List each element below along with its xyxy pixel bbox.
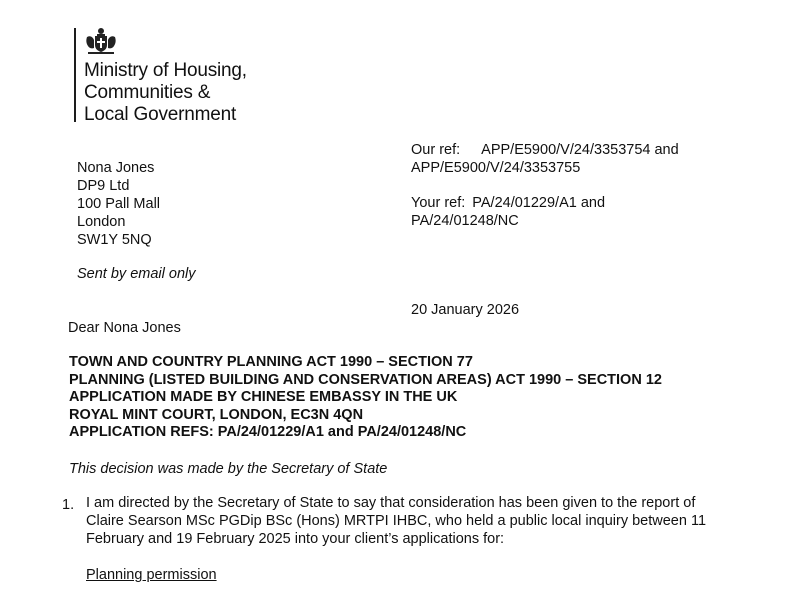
- paragraph-line: Claire Searson MSc PGDip BSc (Hons) MRTPI IHBC, who held a public local inquiry between 11: [86, 513, 707, 529]
- letter-heading: [69, 354, 662, 442]
- your-ref-label: Your ref:: [411, 195, 466, 211]
- addressee-block: [77, 159, 160, 249]
- department-line: Ministry of Housing,: [84, 60, 247, 81]
- your-ref-line-2: PA/24/01248/NC: [411, 213, 519, 229]
- heading-line: ROYAL MINT COURT, LONDON, EC3N 4QN: [69, 406, 364, 423]
- heading-line: PLANNING (LISTED BUILDING AND CONSERVATION AREAS) ACT 1990 – SECTION 12: [69, 371, 662, 388]
- royal-coat-of-arms-icon: [84, 26, 118, 56]
- addressee-company: DP9 Ltd: [77, 178, 130, 194]
- paragraph-1: [86, 494, 776, 548]
- heading-line: APPLICATION REFS: PA/24/01229/A1 and PA/24/01248/NC: [69, 424, 467, 441]
- our-ref-value: APP/E5900/V/24/3353754 and: [481, 142, 679, 158]
- our-ref-line-1: [411, 141, 679, 159]
- heading-line: TOWN AND COUNTRY PLANNING ACT 1990 – SECTION 77: [69, 354, 473, 370]
- paragraph-line: February and 19 February 2025 into your client’s applications for:: [86, 531, 505, 547]
- addressee-city: London: [77, 214, 126, 230]
- your-ref-value: PA/24/01229/A1 and: [472, 195, 606, 211]
- department-line: Local Government: [84, 104, 237, 125]
- letter-date: 20 January 2026: [411, 302, 520, 318]
- department-name: [84, 60, 247, 126]
- paragraph-line: I am directed by the Secretary of State to say that consideration has been given to the report of: [86, 495, 696, 511]
- letterhead-rule: [74, 28, 76, 122]
- addressee-street: 100 Pall Mall: [77, 196, 161, 212]
- planning-permission-subheading: Planning permission: [86, 567, 217, 583]
- addressee-name: Nona Jones: [77, 160, 155, 176]
- department-line: Communities &: [84, 82, 211, 103]
- delivery-note: Sent by email only: [77, 266, 196, 282]
- addressee-postcode: SW1Y 5NQ: [77, 232, 152, 248]
- our-ref-label: Our ref:: [411, 142, 461, 158]
- your-ref-line-1: [411, 194, 605, 212]
- decision-note: This decision was made by the Secretary of State: [69, 461, 388, 477]
- heading-line: APPLICATION MADE BY CHINESE EMBASSY IN THE UK: [69, 389, 458, 406]
- paragraph-number: 1.: [62, 497, 75, 513]
- salutation: Dear Nona Jones: [68, 320, 181, 336]
- our-ref-line-2: APP/E5900/V/24/3353755: [411, 160, 581, 176]
